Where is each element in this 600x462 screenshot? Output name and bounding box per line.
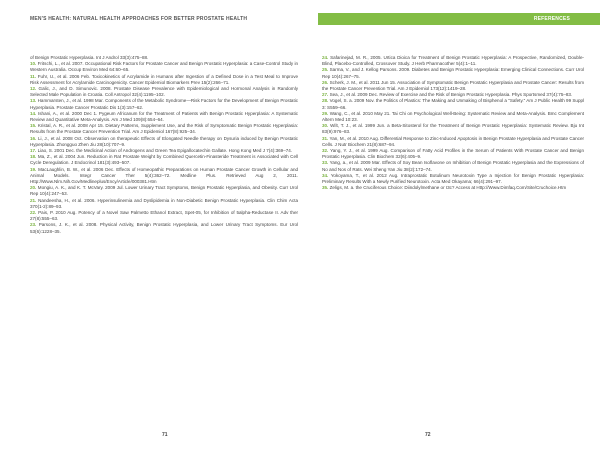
reference-number: 11. [30,73,37,79]
reference-text: Zeligs, M. a. the Cruciferous Choice: Diindolylmethane or I3c? Access at Http://Www.Dimfaq.Com/Site/Cruchoice.Htm [329,185,567,191]
reference-text: Mongiu, A. K., and K. T. McVary. 2009 Jul. Lower Urinary Tract Symptoms, Benign Prostatic Hyperplasia, and Obesity. Curr Urol Rep 10(4):247–53. [30,185,298,197]
reference-text: Safarinejad, M. R., 2005. Urtica Dioica for Treatment of Benign Prostatic Hyperplasia: A Prospective, Randomized, Double-Blind, Placebo-Controlled, Crossover Study. J Herb Pharmacother 5(4):1–11. [322,55,584,67]
reference-number: 22. [30,210,37,216]
reference-number: 29. [322,110,329,116]
reference-number: 31. [322,135,329,141]
reference-item [322,136,584,148]
reference-text: Yan, M., et al. 2010 Aug. Differential Response to Zinc-Induced Apoptosis in Benign Prostate Hyperplasia and Prostate Cancer Cells. J Nutr Biochem 21(8):687–94. [322,135,585,147]
reference-item [30,111,298,123]
reference-item [30,222,298,234]
reference-item [322,173,584,185]
reference-number: 12. [30,86,37,92]
reference-number: 19. [30,166,37,172]
reference-item [30,185,298,197]
reference-number: 23. [30,222,37,228]
page-number-right: 72 [425,432,431,438]
section-title: REFERENCES [533,16,570,22]
reference-item [322,111,584,123]
reference-text: Wang, C., et al. 2010 May 21. Tai Chi on Psychological Well-Being: Systematic Review and Meta-Analysis. Bmc Complement Altern Med 10:23. [322,110,584,123]
references-left-column [30,55,298,235]
reference-text: Nandeesha, H., et al. 2006. Hyperinsulinemia and Dyslipidemia in Non-Diabetic Benign Prostatic Hyperplasia. Clin Chim Acta 370(1-2):89–93. [30,197,299,209]
reference-text: Yang, Y. J., et al. 1999 Aug. Comparison of Fatty Acid Profiles in the Serum of Patients With Prostate Cancer and Benign Prostatic Hyperplasia. Clin Biochem 32(6):405–9. [322,148,584,160]
reference-text: Li, J., et al. 2008 Oct. Observation on therapeutic Effects of Elongated Needle therapy on Dysuria induced by Benign Prostatic Hyperplasia. Zhongguo Zhen Jiu 28(10):707–9. [30,135,299,147]
reference-number: 21. [30,197,37,203]
references-right-column [322,55,584,191]
reference-number: 16. [30,135,37,141]
running-header-left [30,13,300,25]
reference-number: 18. [30,154,37,160]
reference-item [30,123,298,135]
reference-item [30,136,298,148]
reference-item [30,198,298,210]
reference-item [322,98,584,110]
reference-text: Yang, a., et al. 2009 Mar. Effects of Soy Bean Isoflavone on Inhibition of Benign Prostatic Hyperplasia and the Expressions of No and Nos of Rats. Wei Sheng Yan Jiu 38(2):172–74. [322,160,585,172]
reference-text: Fuhr, U., et al. 2006 Feb. Toxicokinetics of Acrylamide in Humans after Ingestion of a Defined Dose in a Test Meal to Improve Risk Assessment for Acrylamide Carcinogenicity. Cancer Epidemiol Biomarkers Prev 15(2):266–71. [30,73,299,85]
reference-text: Pais, P. 2010 Aug. Potency of a Novel Saw Palmetto Ethanol Extract, Spet-05, for Inhibition of 5alpha-Reductase II. Adv ther 27(8):555–63. [30,210,299,222]
reference-item [30,154,298,166]
reference-item [322,123,584,135]
reference-number: 10. [30,61,37,67]
reference-item [322,67,584,79]
running-header-title: MEN'S HEALTH: NATURAL HEALTH APPROACHES FOR BETTER PROSTATE HEALTH [30,16,248,22]
reference-number: 30. [322,123,329,129]
reference-text: Galic, J., and D. Simunovic. 2008. Prostate Disease Prevalence with Epidemiological and Hormonal Analysis in Randomly Selected Male Population in Croatia. Coll Antropol 32(4):1195–102. [30,86,298,98]
reference-item [30,210,298,222]
reference-number: 35. [322,185,329,191]
reference-text: Yokoyama, T., et al. 2012 Aug. Intraprostatic Botulinum Neurotoxin Type a Injection for Benign Prostatic Hyperplasia: Preliminary Results With a Newly Purified Neurotoxin. Acta Med Okayama; 66(4):291–97. [322,172,584,185]
reference-text: Scherk, J. M., et al. 2011 Jun 15. Association of Symptomatic Benign Prostatic Hyperplasia and Prostate Cancer: Results from the Prostate Cancer Prevention Trial. Am J Epidemiol 173(12):1419–28. [322,79,584,92]
reference-text: Kristal, A. R., et al. 2008 Apr 15. Dietary Patterns, Supplement Use, and the Risk of Symptomatic Benign Prostatic Hyperplasia: Results from the Prostate Cancer Prevention Trial. Am J Epidemiol 167(8):925–34. [30,123,298,135]
reference-item [30,74,298,86]
reference-item [30,86,298,98]
reference-number: 20. [30,185,37,191]
reference-number: 13. [30,98,37,104]
reference-number: 33. [322,160,329,166]
reference-number: 14. [30,110,37,116]
reference-text: Vogel, S. a. 2009 Nov. the Politics of Plastics: The Making and Unmaking of Bisphenol a "Safety." Am J Public Health 99 Suppl 3: S559–66. [322,98,585,110]
reference-item [322,160,584,172]
reference-text: Sarma, V., and J. Kellog Parsons. 2009. Diabetes and Benign Prostatic Hyperplasia: Emerging Clinical Connections. Curr Urol Rep 10(4):267–75. [322,67,584,79]
reference-item [30,167,298,186]
reference-item [322,185,584,191]
reference-number: 25. [322,67,329,73]
reference-text: Ishani, A., et al. 2000 Dec 1. Pygeum Africanum for the Treatment of Patients with Benign Prostatic Hyperplasia: A Systematic Review and Quantitative Meta-Analysis. Am J Med 109(8):654–64. [30,110,299,123]
reference-item [322,55,584,67]
reference-number: 26. [322,79,329,85]
reference-item [322,80,584,92]
reference-number: 32. [322,148,329,154]
reference-number: 15. [30,123,37,129]
reference-text: Liao, S. 2001 Dec. the Medicinal Action of Androgens and Green Tea Epigallocatechin Gallate. Hong Kong Med J 7(4):369–74. [37,148,293,154]
page-number-left: 71 [162,432,168,438]
reference-number: 27. [322,92,329,98]
reference-text: Ma, Z., et al. 2004 Jun. Reduction in Rat Prostate Weight by Combined Quercetin-Finasteride Treatment is Associated with Cell Cycle Deregulation. J Endocrinol 181(3):493–507. [30,154,298,166]
reference-text: Wilt, T. J., et al. 1999 Jun. a Beta-Sitosterol for the Treatment of Benign Prostatic Hyperplasia: Systematic Review. Bju Int 83(9):976–83. [322,123,584,135]
reference-text: MacLaughlin, B. W., et al. 2006 Dec. Effects of Homeopathic Preparations on Human Prostate Cancer Growth in Cellular and Animal Models. Integr Cancer Ther 5(4):362–72. Medline Plus. Retrieved Aug 2, 2011. Http://Www.Nlm.Nih.Gov/Medlineplus/Ency/Article/000381.Htm [30,166,299,185]
reference-text: Hammarsten, J., et al. 1998 Mar. Components of the Metabolic Syndrome—Risk Factors for the Development of Benign Prostatic Hyperplasia. Prostate Cancer Prostatic Dis 1(3):157–62. [30,98,299,110]
reference-item [30,98,298,110]
reference-number: 17. [30,148,37,154]
reference-item [322,148,584,160]
reference-number: 34. [322,172,329,178]
reference-number: 28. [322,98,329,104]
reference-item [30,61,298,73]
reference-text: Parsons, J. K., et al. 2008. Physical Activity, Benign Prostatic Hyperplasia, and Lower Urinary Tract Symptoms. Eur Urol 53(6):1228–35. [30,222,298,234]
reference-text: of Benign Prostatic Hyperplasia. Int J Androl 33(3):475–88. [30,55,149,60]
running-header-right [318,13,600,25]
reference-text: Sea, J., et al. 2009 Dec. Review of Exercise and the Risk of Benign Prostatic Hyperplasia. Phys Sportsmed 37(4):75–83. [329,92,573,98]
reference-number: 24. [322,55,329,60]
reference-text: Fritschi, L., et al. 2007. Occupational Risk Factors for Prostate Cancer and Benign Prostatic Hyperplasia: a Case-Control Study in Western Australia. Occup Environ Med 64:60–65. [30,61,299,73]
